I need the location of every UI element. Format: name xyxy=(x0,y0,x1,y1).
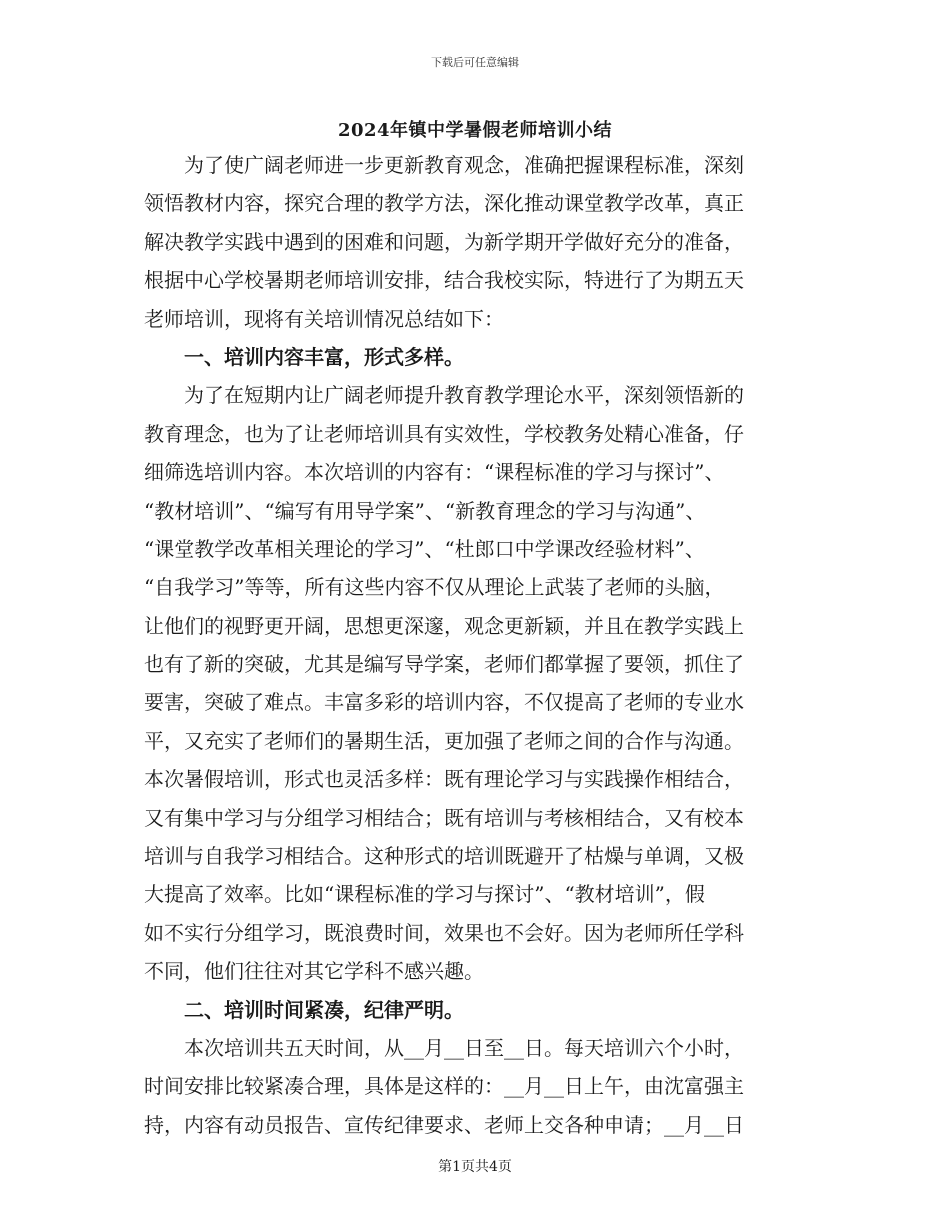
page-header-note: 下载后可任意编辑 xyxy=(431,56,519,69)
body-line: 细筛选培训内容。本次培训的内容有：“课程标准的学习与探讨”、 xyxy=(144,460,725,485)
body-line: 不同，他们往往对其它学科不感兴趣。 xyxy=(144,959,484,984)
body-line: 持，内容有动员报告、宣传纪律要求、老师上交各种申请；__月__日 xyxy=(144,1112,744,1137)
body-line: 如不实行分组学习，既浪费时间，效果也不会好。因为老师所任学科 xyxy=(144,920,744,945)
section-heading-1: 一、培训内容丰富，形式多样。 xyxy=(184,344,464,369)
body-line: 老师培训，现将有关培训情况总结如下： xyxy=(144,306,504,331)
body-line: 平，又充实了老师们的暑期生活，更加强了老师之间的合作与沟通。 xyxy=(144,728,744,753)
body-line: 为了在短期内让广阔老师提升教育教学理论水平，深刻领悟新的 xyxy=(184,383,744,408)
body-line: “教材培训”、“编写有用导学案”、“新教育理念的学习与沟通”、 xyxy=(144,498,706,523)
body-line: 又有集中学习与分组学习相结合；既有培训与考核相结合，又有校本 xyxy=(144,805,744,830)
body-line: 领悟教材内容，探究合理的教学方法，深化推动课堂教学改革，真正 xyxy=(144,191,744,216)
body-line: “课堂教学改革相关理论的学习”、“杜郎口中学课改经验材料”、 xyxy=(144,536,705,561)
body-line: 大提高了效率。比如“课程标准的学习与探讨”、“教材培训”，假 xyxy=(144,882,705,907)
body-line: 时间安排比较紧凑合理，具体是这样的：__月__日上午，由沈富强主 xyxy=(144,1074,744,1099)
document-body xyxy=(144,146,810,1144)
body-line: 教育理念，也为了让老师培训具有实效性，学校教务处精心准备，仔 xyxy=(144,421,744,446)
body-line: 本次暑假培训，形式也灵活多样：既有理论学习与实践操作相结合， xyxy=(144,767,744,792)
body-line: 也有了新的突破，尤其是编写导学案，老师们都掌握了要领，抓住了 xyxy=(144,652,744,677)
document-title: 2024年镇中学暑假老师培训小结 xyxy=(337,120,613,141)
body-line: 要害，突破了难点。丰富多彩的培训内容，不仅提高了老师的专业水 xyxy=(144,690,744,715)
body-line: 根据中心学校暑期老师培训安排，结合我校实际，特进行了为期五天 xyxy=(144,268,744,293)
body-line: “自我学习”等等，所有这些内容不仅从理论上武装了老师的头脑， xyxy=(144,575,725,600)
body-line: 解决教学实践中遇到的困难和问题，为新学期开学做好充分的准备， xyxy=(144,229,744,254)
body-line: 让他们的视野更开阔，思想更深邃，观念更新颖，并且在教学实践上 xyxy=(144,613,744,638)
body-line: 本次培训共五天时间，从__月__日至__日。每天培训六个小时， xyxy=(184,1035,744,1060)
body-line: 培训与自我学习相结合。这种形式的培训既避开了枯燥与单调，又极 xyxy=(144,844,744,869)
page-number-footer: 第1页共4页 xyxy=(438,1159,512,1175)
section-heading-2: 二、培训时间紧凑，纪律严明。 xyxy=(184,997,464,1022)
body-line: 为了使广阔老师进一步更新教育观念，准确把握课程标准，深刻 xyxy=(184,153,744,177)
